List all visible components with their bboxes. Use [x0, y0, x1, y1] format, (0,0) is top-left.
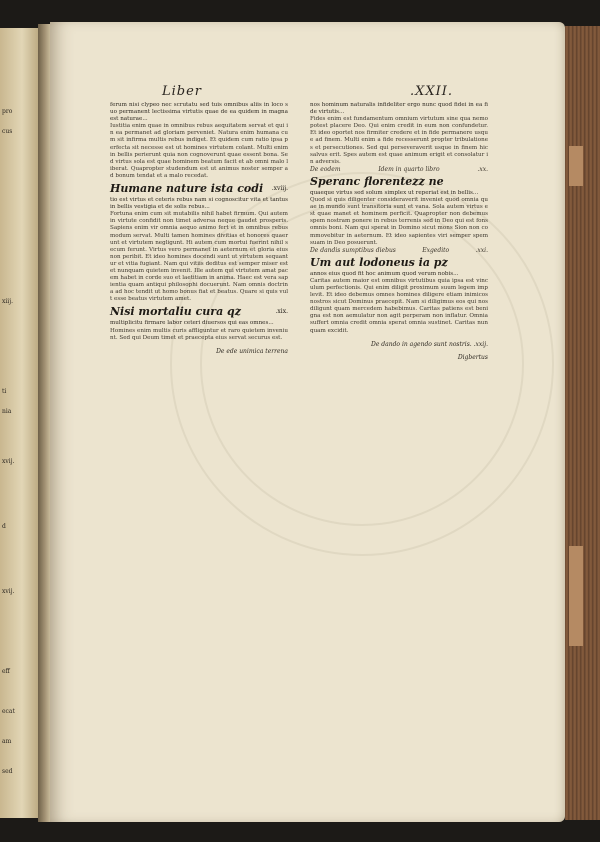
paragraph: nos hominum naturalis infideliter ergo nunc quod fidei in ea fide virtutis...	[310, 102, 488, 116]
paragraph-filler: Homines enim multis curis affliguntur et raro quietem inveniunt. Sed qui Deum timet et praecepta eius servat securus est.	[110, 327, 288, 341]
section-heading: Um aut lodoneus ia pz	[310, 255, 448, 269]
left-page-edge	[0, 28, 40, 818]
section-heading-text: Nisi mortaliu cura qz	[110, 305, 241, 319]
sub-right: Exgedito	[422, 246, 450, 254]
section-number: .xix.	[275, 308, 288, 316]
left-fragment: xiij.	[2, 298, 13, 305]
left-fragment: ti	[2, 388, 7, 395]
text-column-right	[310, 102, 488, 361]
column-footnote	[310, 341, 488, 348]
paragraph-filler: Caritas autem maior est omnibus virtutibus quia ipsa est vinculum perfectionis. Qui enim diligit proximum suum legem implevit. Et ideo debemus omnes homines diligere etiam inimicos nostros sicut Dominus praecepit. Nam si diligimus eos qui nos diligunt quam mercedem habebimus. Caritas patiens est benigna est non aemulatur non agit perperam non inflatur. Omnia suffert omnia credit omnia sperat omnia sustinet. Caritas nunquam excidit.	[310, 277, 488, 334]
catchword: Digbertus	[457, 353, 488, 361]
paragraph-filler: Quod si quis diligenter consideraverit inveniet quod omnia quae in mundo sunt transitoria sunt et vana. Sola autem virtus est quae manet et hominem perficit. Quapropter non debemus spem nostram ponere in rebus terrenis sed in Deo qui est fons omnis boni. Nam qui sperat in Domino sicut mons Sion non commovebitur in aeternum. Et ideo sapientes viri semper spem suam in Deo posuerunt.	[310, 197, 488, 246]
left-fragment: sed	[2, 768, 13, 775]
column-footnote: De ede unimica terrena	[216, 347, 288, 355]
paragraph-filler: Iustitia enim quae in omnibus rebus aequitatem servat et qui in ea permanet ad gloriam perveniet. Natura enim humana cum sit infirma multis rebus indiget. Et quidem cum ratio ipsa perfecta sit necesse est ut homines virtutem colant. Multi enim in bellis perierunt quia non cognoverunt quae essent bona. Sed virtus sola est quae hominem beatum facit et ab omni malo liberat. Quapropter studendum est ut animus noster semper ad bonum tendat et a malo recedat.	[110, 123, 288, 179]
left-fragment: xvij.	[2, 458, 15, 465]
section-heading-text: Humane nature ista codi	[110, 182, 264, 196]
paragraph-filler: Fides enim est fundamentum omnium virtutum sine qua nemo potest placere Deo. Qui enim credit in eum non confundetur. Et ideo oportet nos firmiter credere et in fide permanere usque ad finem. Multi enim a fide recesserunt propter tribulationes et persecutiones. Sed qui perseveraverit usque in finem hic salvus erit. Spes autem est quae animum erigit et consolatur in adversis.	[310, 116, 488, 165]
section-subheading	[310, 166, 488, 173]
left-fragment: d	[2, 523, 6, 530]
sub-left: De eodem	[310, 165, 341, 173]
left-fragment: am	[2, 738, 12, 745]
section-heading	[110, 182, 288, 195]
section-subheading	[310, 247, 488, 254]
edge-tab	[569, 146, 583, 186]
section-number: .xviij.	[271, 185, 288, 193]
paragraph: tio est virtus et ceteris rebus nam si cognoscitur vita et tantus in bellis vestigia et de solis rebus...	[110, 197, 288, 211]
sub-left: De dandis sumptibus diebus	[310, 246, 396, 254]
text-column-left	[110, 102, 288, 355]
foot-mark: .xxij.	[473, 340, 488, 348]
left-fragment: ecat	[2, 708, 15, 715]
running-header-left: Liber	[162, 84, 203, 99]
left-fragment: nia	[2, 408, 12, 415]
left-fragment: eff	[2, 668, 10, 675]
left-fragment: xvij.	[2, 588, 15, 595]
section-heading	[110, 305, 288, 318]
left-fragment: pro	[2, 108, 13, 115]
section-number: .xxi.	[475, 246, 488, 254]
running-header-right: .XXII.	[410, 84, 454, 99]
paragraph-filler: Fortuna enim cum sit mutabilis nihil habet firmum. Qui autem in virtute confidit non timet adversa neque gaudet prosperis. Sapiens enim vir omnia aequo animo fert et in omnibus rebus modum servat. Multi tamen homines divitias et honores quaerunt et virtutem negligunt. Hi autem cum mortui fuerint nihil secum ferunt. Virtus vero permanet in aeternum et gloria eius non peribit. Et ideo homines docendi sunt ut virtutem sequantur et vitia fugiant. Nam qui vitiis deditus est semper miser est et nunquam quietem invenit. Ille autem qui virtutem amat pacem habet in corde suo et laetitiam in anima. Haec est vera sapientia quam antiqui philosophi docuerunt. Nam omnis doctrina ad hoc tendit ut homo bonus fiat et beatus. Quare si quis vult esse beatus virtutem amet.	[110, 211, 288, 303]
paragraph: ferum nisi clypeo nec scrutatu sed tuis omnibus aliis in loco suo permanent lectissima virtutis quae de ea quidem in magna est naturae...	[110, 102, 288, 123]
section-heading: Speranc florentezz ne	[310, 174, 444, 188]
paragraph: annos eius quod fit hoc animum quod verum nobis...	[310, 270, 459, 277]
paragraph: multiplicitu firmare labor ceteri diuersos qui eas omnes...	[110, 320, 274, 327]
right-page	[50, 22, 565, 822]
section-number: .xx.	[477, 165, 488, 173]
foot-text: De dando in agendo sunt nostris.	[371, 340, 472, 348]
paragraph: quaeque virtus sed solum simplex ut reperiat est in bellis...	[310, 189, 479, 196]
page-edges	[565, 26, 600, 820]
edge-tab	[569, 546, 583, 646]
sub-right: Idem in quarto libro	[378, 165, 440, 173]
left-fragment: cus	[2, 128, 13, 135]
